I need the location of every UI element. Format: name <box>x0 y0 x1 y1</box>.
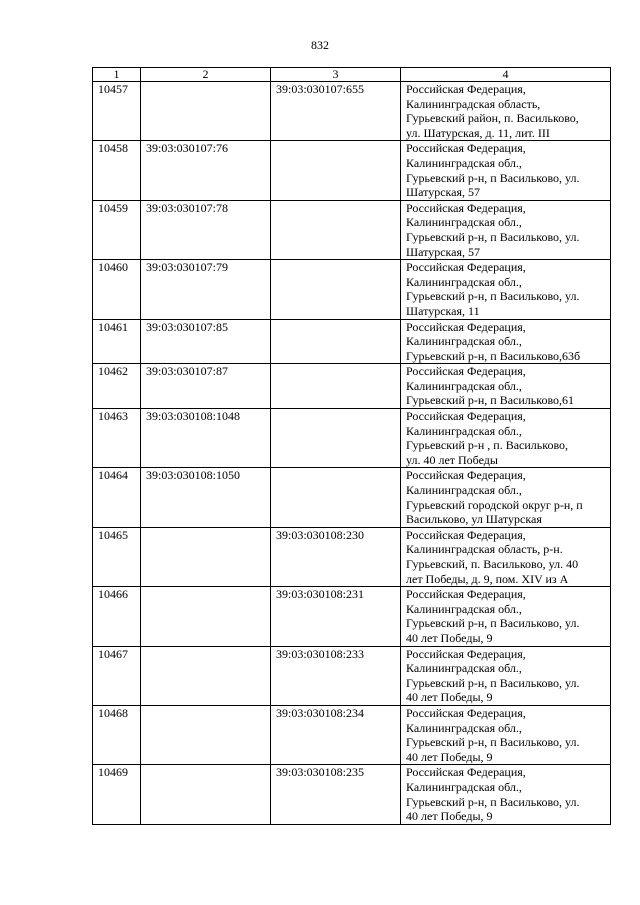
address-line: Калининградская обл., <box>406 483 522 498</box>
address-line: Васильково, ул Шатурская <box>406 512 542 527</box>
address-line: 40 лет Победы, 9 <box>406 630 493 645</box>
address-line: Шатурская, 57 <box>406 185 481 200</box>
address-line: Российская Федерация, <box>406 468 526 483</box>
row-number-cell: 10461 <box>93 319 141 364</box>
address-line: Российская Федерация, <box>406 260 526 275</box>
address-line: Гурьевский р-н, п Васильково, ул. <box>406 675 580 690</box>
address-cell <box>401 141 611 200</box>
cadastral-number-cell: 39:03:030108:1048 <box>141 409 271 468</box>
page-number: 832 <box>311 38 329 52</box>
table-row <box>93 409 611 468</box>
row-number-cell: 10463 <box>93 409 141 468</box>
address-line: ул. Шатурская, д. 11, лит. III <box>406 125 550 140</box>
table-body <box>93 82 611 825</box>
object-number-cell <box>271 409 401 468</box>
row-number-cell: 10460 <box>93 260 141 319</box>
row-number-cell: 10462 <box>93 364 141 409</box>
address-cell <box>401 527 611 586</box>
address-line: Гурьевский р-н, п Васильково, ул. <box>406 616 580 631</box>
row-number-cell: 10465 <box>93 527 141 586</box>
row-number-cell: 10466 <box>93 587 141 646</box>
address-line: Шатурская, 57 <box>406 244 481 259</box>
cadastral-number-cell <box>141 646 271 705</box>
object-number-cell: 39:03:030108:230 <box>271 527 401 586</box>
address-cell <box>401 200 611 259</box>
cadastral-number-cell: 39:03:030107:76 <box>141 141 271 200</box>
row-number-cell: 10457 <box>93 82 141 141</box>
table-row <box>93 587 611 646</box>
table-row <box>93 364 611 409</box>
address-line: Российская Федерация, <box>406 364 526 379</box>
header-col-3: 3 <box>271 68 401 82</box>
address-line: Российская Федерация, <box>406 82 526 96</box>
address-line: 40 лет Победы, 9 <box>406 749 493 764</box>
address-line: 40 лет Победы, 9 <box>406 809 493 824</box>
address-line: Калининградская обл., <box>406 334 522 349</box>
object-number-cell <box>271 468 401 527</box>
address-line: Российская Федерация, <box>406 141 526 156</box>
row-number-cell: 10467 <box>93 646 141 705</box>
address-line: Калининградская обл., <box>406 423 522 438</box>
table-row <box>93 319 611 364</box>
object-number-cell: 39:03:030108:231 <box>271 587 401 646</box>
address-cell <box>401 646 611 705</box>
address-cell <box>401 705 611 764</box>
cadastral-number-cell <box>141 765 271 824</box>
cadastral-number-cell: 39:03:030107:78 <box>141 200 271 259</box>
address-cell <box>401 364 611 409</box>
address-line: Калининградская обл., <box>406 601 522 616</box>
registry-table <box>92 67 611 825</box>
cadastral-number-cell <box>141 587 271 646</box>
address-line: Шатурская, 11 <box>406 303 480 318</box>
address-line: Гурьевский район, п. Васильково, <box>406 111 579 126</box>
address-line: Российская Федерация, <box>406 527 526 542</box>
cadastral-number-cell <box>141 82 271 141</box>
object-number-cell: 39:03:030108:235 <box>271 765 401 824</box>
header-col-1: 1 <box>93 68 141 82</box>
address-cell <box>401 82 611 141</box>
address-cell <box>401 319 611 364</box>
object-number-cell <box>271 364 401 409</box>
cadastral-number-cell: 39:03:030107:85 <box>141 319 271 364</box>
address-line: Гурьевский р-н, п Васильково, ул. <box>406 794 580 809</box>
address-line: Гурьевский р-н, п Васильково,61 <box>406 393 575 408</box>
address-line: Гурьевский р-н, п Васильково, ул. <box>406 170 580 185</box>
address-line: Калининградская обл., <box>406 720 522 735</box>
table-row <box>93 141 611 200</box>
row-number-cell: 10459 <box>93 200 141 259</box>
address-line: Калининградская обл., <box>406 779 522 794</box>
table-row <box>93 527 611 586</box>
address-cell <box>401 765 611 824</box>
row-number-cell: 10468 <box>93 705 141 764</box>
row-number-cell: 10464 <box>93 468 141 527</box>
cadastral-number-cell <box>141 705 271 764</box>
address-cell <box>401 409 611 468</box>
object-number-cell <box>271 319 401 364</box>
row-number-cell: 10469 <box>93 765 141 824</box>
header-col-4: 4 <box>401 68 611 82</box>
object-number-cell <box>271 200 401 259</box>
table-row <box>93 200 611 259</box>
address-line: Российская Федерация, <box>406 200 526 215</box>
row-number-cell: 10458 <box>93 141 141 200</box>
address-line: ул. 40 лет Победы <box>406 452 498 467</box>
address-line: 40 лет Победы, 9 <box>406 690 493 705</box>
address-line: Российская Федерация, <box>406 646 526 661</box>
address-line: лет Победы, д. 9, пом. XIV из А <box>406 571 569 586</box>
address-line: Калининградская обл., <box>406 378 522 393</box>
table-row <box>93 260 611 319</box>
object-number-cell <box>271 141 401 200</box>
table-row <box>93 82 611 141</box>
table-row <box>93 765 611 824</box>
cadastral-number-cell: 39:03:030107:79 <box>141 260 271 319</box>
address-line: Российская Федерация, <box>406 705 526 720</box>
address-line: Российская Федерация, <box>406 765 526 780</box>
cadastral-number-cell: 39:03:030108:1050 <box>141 468 271 527</box>
address-line: Калининградская обл., <box>406 661 522 676</box>
header-col-2: 2 <box>141 68 271 82</box>
address-line: Калининградская обл., <box>406 155 522 170</box>
address-line: Калининградская область, <box>406 96 541 111</box>
address-line: Гурьевский, п. Васильково, ул. 40 <box>406 557 579 571</box>
address-line: Гурьевский р-н, п Васильково, ул. <box>406 735 580 750</box>
cadastral-number-cell <box>141 527 271 586</box>
address-line: Российская Федерация, <box>406 319 526 334</box>
object-number-cell <box>271 260 401 319</box>
object-number-cell: 39:03:030108:234 <box>271 705 401 764</box>
address-cell <box>401 587 611 646</box>
address-line: Российская Федерация, <box>406 409 526 424</box>
header-row <box>93 68 611 82</box>
address-line: Гурьевский городской округ р-н, п <box>406 497 583 512</box>
address-line: Гурьевский р-н , п. Васильково, <box>406 438 569 453</box>
cadastral-number-cell: 39:03:030107:87 <box>141 364 271 409</box>
object-number-cell: 39:03:030108:233 <box>271 646 401 705</box>
address-line: Гурьевский р-н, п Васильково, ул. <box>406 289 580 304</box>
address-line: Российская Федерация, <box>406 587 526 602</box>
address-line: Гурьевский р-н, п Васильково,63б <box>406 348 581 363</box>
address-cell <box>401 260 611 319</box>
table-row <box>93 468 611 527</box>
address-line: Калининградская обл., <box>406 274 522 289</box>
address-line: Калининградская область, р-н. <box>406 542 563 557</box>
object-number-cell: 39:03:030107:655 <box>271 82 401 141</box>
address-line: Калининградская обл., <box>406 215 522 230</box>
table-header <box>93 68 611 82</box>
table-row <box>93 646 611 705</box>
table-row <box>93 705 611 764</box>
address-cell <box>401 468 611 527</box>
address-line: Гурьевский р-н, п Васильково, ул. <box>406 229 580 244</box>
